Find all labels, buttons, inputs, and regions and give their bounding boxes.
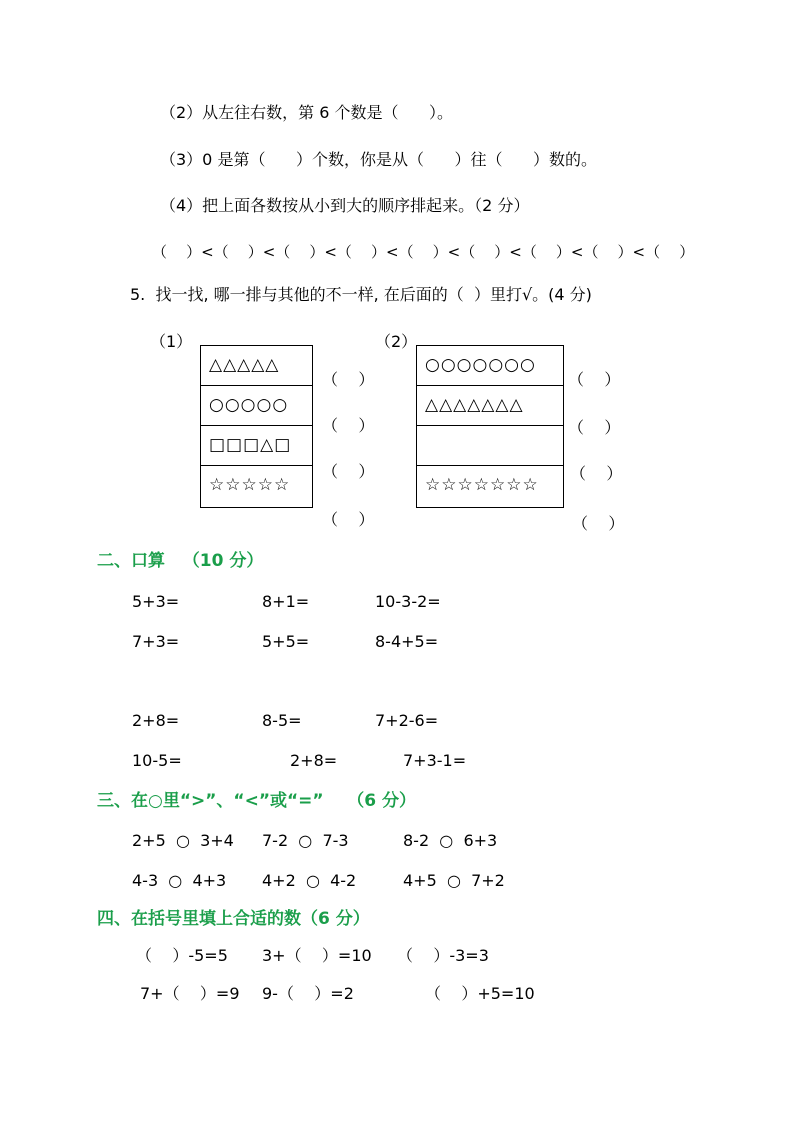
mental-math-item: 7+3=: [132, 632, 180, 651]
section-2-title: 二、口算 （10 分）: [97, 551, 264, 571]
fill-in-item: （ ）+5=10: [425, 984, 535, 1003]
group-2-answer-3[interactable]: （ ）: [570, 464, 623, 483]
group-1-answer-3[interactable]: （ ）: [322, 462, 375, 481]
mental-math-item: 8-4+5=: [375, 632, 439, 651]
question-4: （4）把上面各数按从小到大的顺序排起来。（2 分）: [160, 196, 530, 215]
fill-in-item: 3+（ ）=10: [262, 946, 372, 965]
mental-math-item: 8+1=: [262, 592, 310, 611]
group-2-row-2: △△△△△△△: [417, 386, 563, 426]
mental-math-item: 10-5=: [132, 751, 182, 770]
question-5: 5. 找一找, 哪一排与其他的不一样, 在后面的（ ）里打√。(4 分): [130, 285, 592, 304]
mental-math-item: 7+2-6=: [375, 711, 439, 730]
group-1-row-2: ○○○○○: [201, 386, 312, 426]
fill-in-item: 7+（ ）=9: [140, 984, 240, 1003]
group-1-answer-2[interactable]: （ ）: [322, 416, 375, 435]
mental-math-item: 10-3-2=: [375, 592, 441, 611]
mental-math-item: 2+8=: [290, 751, 338, 770]
question-2: （2）从左往右数，第 6 个数是（ ）。: [160, 103, 454, 122]
group-2-answer-2[interactable]: （ ）: [568, 418, 621, 437]
group-2-label: （2）: [375, 332, 418, 351]
group-1-answer-1[interactable]: （ ）: [322, 370, 375, 389]
mental-math-item: 5+3=: [132, 592, 180, 611]
section-3-title: 三、在○里“>”、“<”或“=” （6 分）: [97, 791, 417, 811]
group-2-row-3: [417, 426, 563, 466]
group-2-row-1: ○○○○○○○: [417, 346, 563, 386]
fill-in-item: 9-（ ）=2: [262, 984, 354, 1003]
group-2-answer-4[interactable]: （ ）: [572, 514, 625, 533]
group-2-shape-box: [416, 345, 564, 508]
compare-item: 4+5 ○ 7+2: [403, 871, 505, 890]
mental-math-item: 7+3-1=: [403, 751, 467, 770]
compare-item: 2+5 ○ 3+4: [132, 831, 234, 850]
group-1-row-4: ☆☆☆☆☆: [209, 475, 291, 495]
compare-item: 4-3 ○ 4+3: [132, 871, 227, 890]
mental-math-item: 5+5=: [262, 632, 310, 651]
mental-math-item: 2+8=: [132, 711, 180, 730]
question-3: （3）0 是第（ ）个数，你是从（ ）往（ ）数的。: [160, 150, 597, 169]
fill-in-item: （ ）-5=5: [136, 946, 228, 965]
group-1-row-1: △△△△△: [201, 346, 312, 386]
compare-item: 4+2 ○ 4-2: [262, 871, 357, 890]
group-1-shape-box: [200, 345, 313, 508]
fill-in-item: （ ）-3=3: [397, 946, 489, 965]
group-2-answer-1[interactable]: （ ）: [568, 370, 621, 389]
group-1-answer-4[interactable]: （ ）: [322, 510, 375, 529]
group-1-label: （1）: [150, 332, 193, 351]
compare-item: 8-2 ○ 6+3: [403, 831, 498, 850]
section-4-title: 四、在括号里填上合适的数（6 分）: [97, 909, 370, 929]
mental-math-item: 8-5=: [262, 711, 302, 730]
group-1-row-3: □□□△□: [201, 426, 312, 466]
order-answer-line: （ ）<（ ）<（ ）<（ ）<（ ）<（ ）<（ ）<（ ）<（ ）: [152, 243, 695, 261]
group-2-row-4: ☆☆☆☆☆☆☆: [425, 475, 539, 495]
compare-item: 7-2 ○ 7-3: [262, 831, 349, 850]
